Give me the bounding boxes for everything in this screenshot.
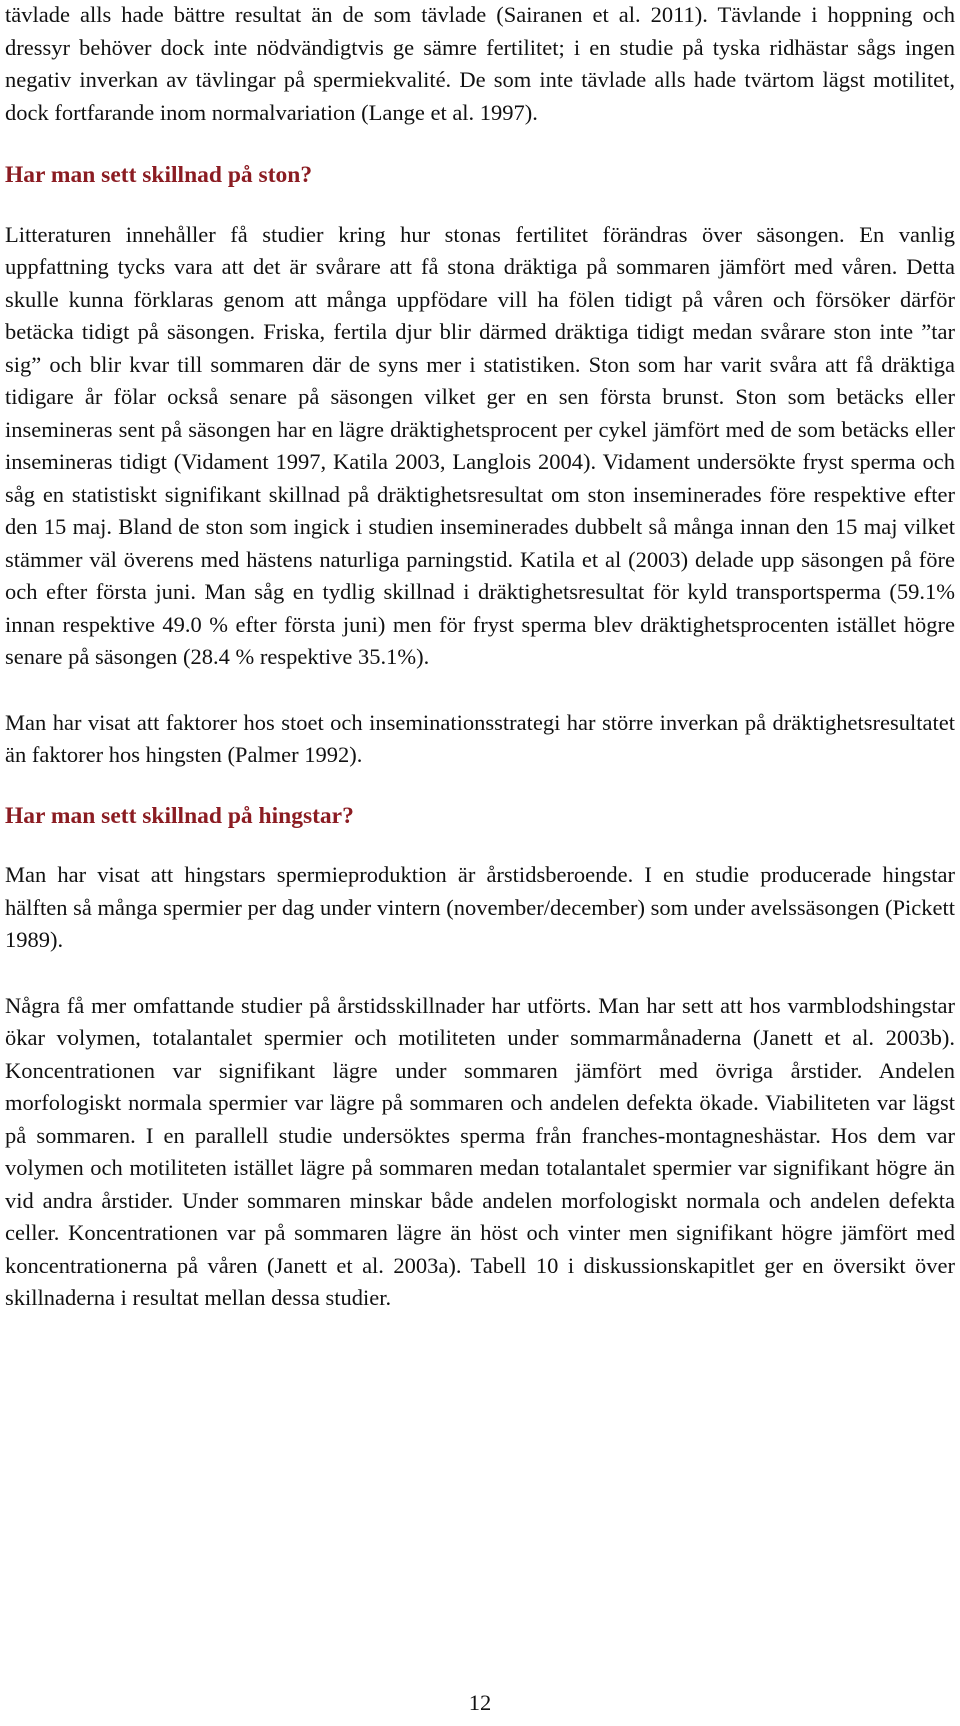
heading-mares-difference: Har man sett skillnad på ston? (5, 162, 313, 188)
heading-stallions-difference: Har man sett skillnad på hingstar? (5, 802, 354, 829)
paragraph-mares-season: Litteraturen innehåller få studier kring hur stonas fertilitet förändras över säsongen. En vanlig uppfattning tycks vara att det är svårare att få stona dräktiga på sommaren jämfört med våren. Detta skulle kunna förklaras genom att många uppfödare vill ha fölen tidigt på våren och försöker därför betäcka tidigt på säsongen. Friska, fertila djur blir därmed dräktiga tidigt medan svårare ston inte ”tar sig” och blir kvar till sommaren där de syns mer i statistiken. Ston som har varit svåra att få dräktiga tidigare år fölar också senare på säsongen vilket ger en sen första brunst. Ston som betäcks eller insemineras sent på säsongen har en lägre dräktighetsprocent per cykel jämfört med de som betäcks eller insemineras tidigt (Vidament 1997, Katila 2003, Langlois 2004). Vidament undersökte fryst sperma och såg en statistiskt signifikant skillnad på dräktighetsresultat om ston inseminerades före respektive efter den 15 maj. Bland de ston som ingick i studien inseminerades dubbelt så många innan den 15 maj vilket stämmer väl överens med hästens naturliga parningstid. Katila et al (2003) delade upp säsongen på före och efter första juni. Man såg en tydlig skillnad i dräktighetsresultat för kyld transportsperma (59.1% innan respektive 49.0 % efter första juni) men för fryst sperma blev dräktighetsprocenten istället högre senare på säsongen (28.4 % respektive 35.1%). (5, 221, 955, 669)
paragraph-competition-fertility: tävlade alls hade bättre resultat än de som tävlade (Sairanen et al. 2011). Tävlande i hoppning och dressyr behöver dock inte nödvändigtvis ge sämre fertilitet; i en studie på tyska ridhästar sågs ingen negativ inverkan av tävlingar på spermiekvalité. De som inte tävlade alls hade tvärtom lägst motilitet, dock fortfarande inom normalvariation (Lange et al. 1997). (5, 2, 955, 125)
document-page (5, 0, 955, 1315)
paragraph-stallion-seasonal: Man har visat att hingstars spermieproduktion är årstidsberoende. I en studie producerade hingstar hälften så många spermier per dag under vintern (november/december) som under avelssäsongen (Pickett 1989). (5, 862, 955, 952)
paragraph-mare-factors: Man har visat att faktorer hos stoet och inseminationsstrategi har större inverkan på dräktighetsresultatet än faktorer hos hingsten (Palmer 1992). (5, 709, 955, 767)
page-number: 12 (468, 1690, 492, 1715)
paragraph-seasonal-studies: Några få mer omfattande studier på årstidsskillnader har utförts. Man har sett att hos varmblodshingstar ökar volymen, totalantalet spermier och motiliteten under sommarmånaderna (Janett et al. 2003b). Koncentrationen var signifikant lägre under sommaren jämfört med övriga årstider. Andelen morfologiskt normala spermier var lägre på sommaren och andelen defekta ökade. Viabiliteten var lägst på sommaren. I en parallell studie undersöktes sperma från franches-montagneshästar. Hos dem var volymen och motiliteten istället lägre på sommaren medan totalantalet spermier var signifikant högre än vid andra årstider. Under sommaren minskar både andelen morfologiskt normala och andelen defekta celler. Koncentrationen var på sommaren lägre än höst och vinter men signifikant högre jämfört med koncentrationerna på våren (Janett et al. 2003a). Tabell 10 i diskussionskapitlet ger en översikt över skillnaderna i resultat mellan dessa studier. (5, 992, 955, 1310)
